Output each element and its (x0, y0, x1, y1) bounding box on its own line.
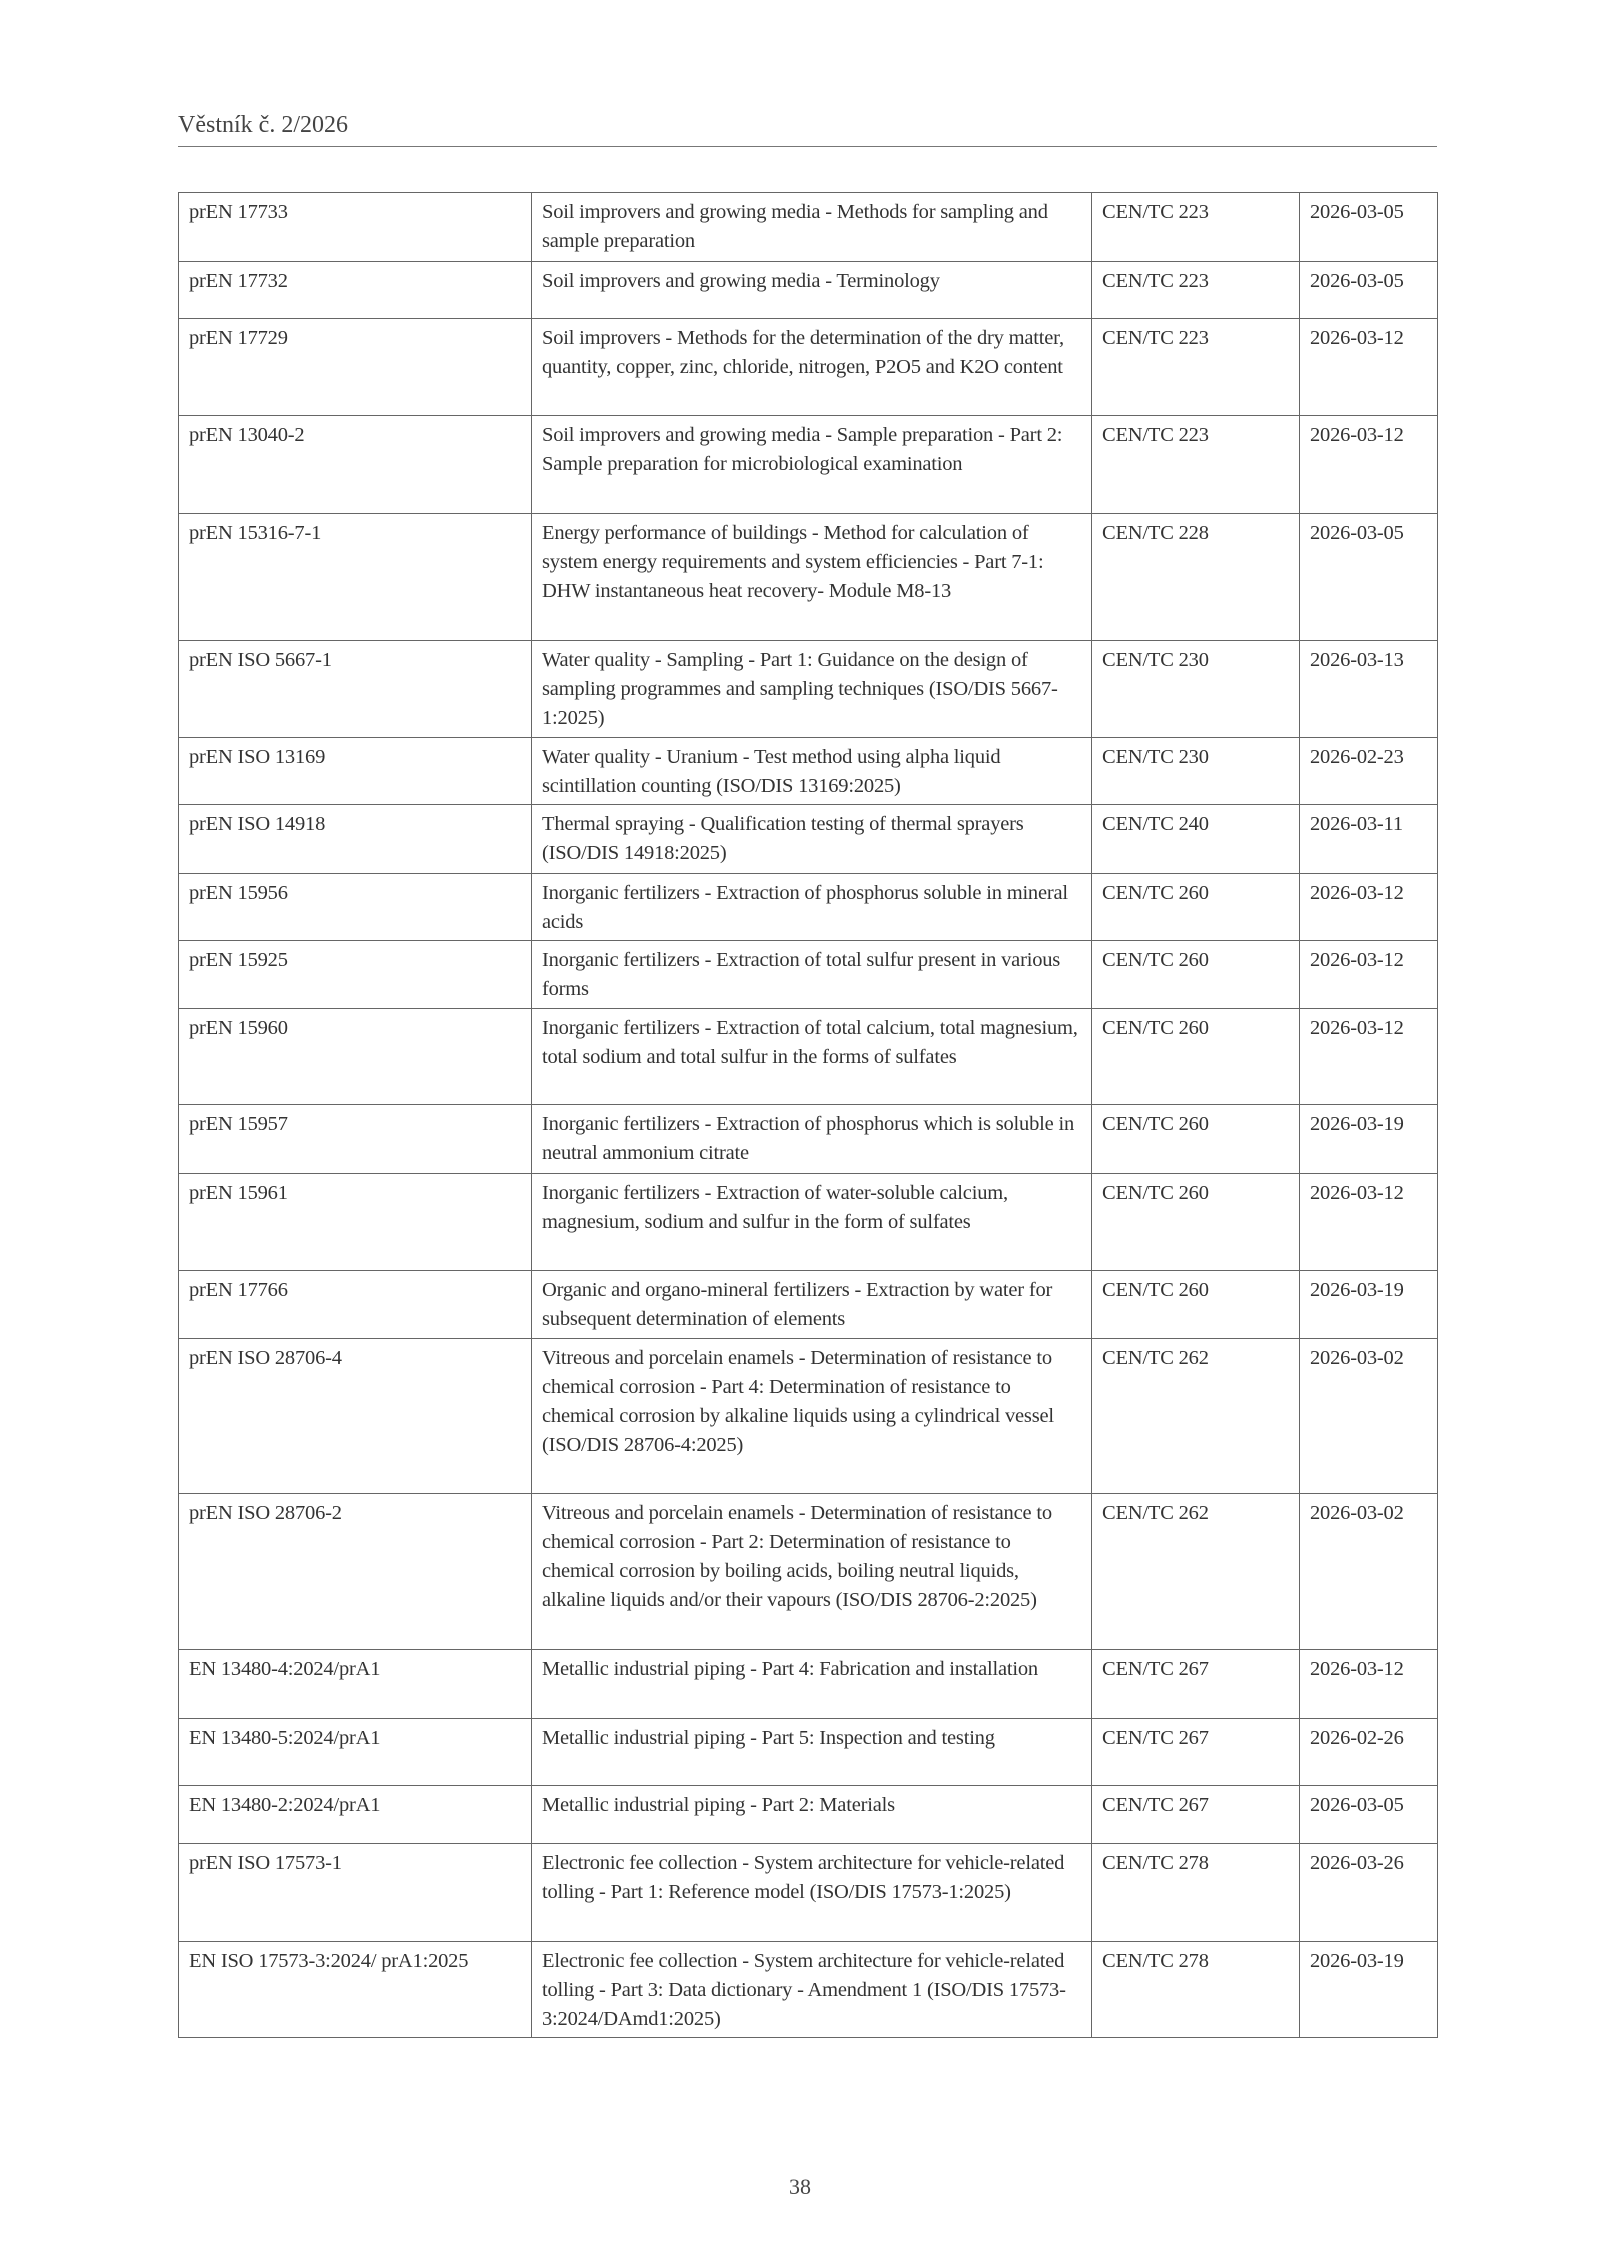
table-row (179, 416, 1438, 514)
header-divider (178, 146, 1437, 147)
table-row (179, 262, 1438, 319)
cell-committee: CEN/TC 223 (1092, 319, 1300, 416)
cell-date: 2026-03-12 (1300, 1174, 1438, 1271)
cell-date: 2026-03-02 (1300, 1494, 1438, 1650)
cell-code: prEN ISO 5667-1 (179, 641, 532, 738)
table-row (179, 193, 1438, 262)
cell-date: 2026-03-13 (1300, 641, 1438, 738)
table-row (179, 1105, 1438, 1174)
table-row (179, 1494, 1438, 1650)
table-row (179, 1786, 1438, 1844)
cell-title: Soil improvers and growing media - Terminology (532, 262, 1092, 319)
cell-code: prEN ISO 14918 (179, 805, 532, 874)
cell-title: Inorganic fertilizers - Extraction of phosphorus which is soluble in neutral ammonium citrate (532, 1105, 1092, 1174)
cell-code: prEN 15961 (179, 1174, 532, 1271)
cell-committee: CEN/TC 230 (1092, 641, 1300, 738)
cell-committee: CEN/TC 223 (1092, 416, 1300, 514)
cell-title: Energy performance of buildings - Method for calculation of system energy requirements and system efficiencies - Part 7-1: DHW instantaneous heat recovery- Module M8-13 (532, 514, 1092, 641)
cell-date: 2026-03-12 (1300, 319, 1438, 416)
cell-committee: CEN/TC 267 (1092, 1719, 1300, 1786)
cell-committee: CEN/TC 260 (1092, 1174, 1300, 1271)
cell-title: Electronic fee collection - System architecture for vehicle-related tolling - Part 1: Reference model (ISO/DIS 17573-1:2025) (532, 1844, 1092, 1942)
cell-committee: CEN/TC 262 (1092, 1339, 1300, 1494)
table-row (179, 941, 1438, 1009)
cell-title: Soil improvers and growing media - Sample preparation - Part 2: Sample preparation for microbiological examination (532, 416, 1092, 514)
table-row (179, 1009, 1438, 1105)
cell-date: 2026-03-12 (1300, 874, 1438, 941)
cell-committee: CEN/TC 260 (1092, 941, 1300, 1009)
cell-title: Electronic fee collection - System architecture for vehicle-related tolling - Part 3: Data dictionary - Amendment 1 (ISO/DIS 17573-3:2024/DAmd1:2025) (532, 1942, 1092, 2038)
cell-code: prEN 15316-7-1 (179, 514, 532, 641)
cell-date: 2026-03-19 (1300, 1105, 1438, 1174)
table-row (179, 738, 1438, 805)
cell-title: Inorganic fertilizers - Extraction of total sulfur present in various forms (532, 941, 1092, 1009)
cell-date: 2026-03-05 (1300, 193, 1438, 262)
cell-code: prEN 17729 (179, 319, 532, 416)
cell-committee: CEN/TC 278 (1092, 1942, 1300, 2038)
cell-title: Metallic industrial piping - Part 4: Fabrication and installation (532, 1650, 1092, 1719)
table-row (179, 805, 1438, 874)
cell-committee: CEN/TC 228 (1092, 514, 1300, 641)
cell-title: Soil improvers - Methods for the determination of the dry matter, quantity, copper, zinc, chloride, nitrogen, P2O5 and K2O content (532, 319, 1092, 416)
cell-title: Vitreous and porcelain enamels - Determination of resistance to chemical corrosion - Part 4: Determination of resistance to chemical corrosion by alkaline liquids using a cylindrical vessel (ISO/DIS 28706-4:2025) (532, 1339, 1092, 1494)
cell-committee: CEN/TC 267 (1092, 1650, 1300, 1719)
cell-title: Metallic industrial piping - Part 5: Inspection and testing (532, 1719, 1092, 1786)
cell-code: prEN ISO 28706-2 (179, 1494, 532, 1650)
table-row (179, 641, 1438, 738)
cell-code: EN ISO 17573-3:2024/ prA1:2025 (179, 1942, 532, 2038)
cell-date: 2026-03-12 (1300, 1009, 1438, 1105)
table-row (179, 1271, 1438, 1339)
cell-code: prEN ISO 13169 (179, 738, 532, 805)
cell-title: Inorganic fertilizers - Extraction of phosphorus soluble in mineral acids (532, 874, 1092, 941)
cell-committee: CEN/TC 240 (1092, 805, 1300, 874)
table-row (179, 514, 1438, 641)
cell-committee: CEN/TC 223 (1092, 193, 1300, 262)
cell-date: 2026-03-11 (1300, 805, 1438, 874)
cell-title: Inorganic fertilizers - Extraction of total calcium, total magnesium, total sodium and total sulfur in the forms of sulfates (532, 1009, 1092, 1105)
table-row (179, 319, 1438, 416)
cell-code: EN 13480-4:2024/prA1 (179, 1650, 532, 1719)
table-row (179, 1942, 1438, 2038)
cell-committee: CEN/TC 260 (1092, 1271, 1300, 1339)
cell-committee: CEN/TC 223 (1092, 262, 1300, 319)
cell-committee: CEN/TC 267 (1092, 1786, 1300, 1844)
table-row (179, 874, 1438, 941)
cell-date: 2026-03-12 (1300, 416, 1438, 514)
cell-code: prEN ISO 28706-4 (179, 1339, 532, 1494)
cell-date: 2026-02-23 (1300, 738, 1438, 805)
cell-code: prEN ISO 17573-1 (179, 1844, 532, 1942)
cell-title: Water quality - Uranium - Test method using alpha liquid scintillation counting (ISO/DIS 13169:2025) (532, 738, 1092, 805)
cell-date: 2026-03-12 (1300, 1650, 1438, 1719)
cell-code: EN 13480-2:2024/prA1 (179, 1786, 532, 1844)
cell-date: 2026-03-05 (1300, 262, 1438, 319)
cell-date: 2026-03-26 (1300, 1844, 1438, 1942)
cell-code: prEN 17733 (179, 193, 532, 262)
cell-title: Vitreous and porcelain enamels - Determination of resistance to chemical corrosion - Part 2: Determination of resistance to chemical corrosion by boiling acids, boiling neutral liquids, alkaline liquids and/or their vapours (ISO/DIS 28706-2:2025) (532, 1494, 1092, 1650)
cell-committee: CEN/TC 260 (1092, 1009, 1300, 1105)
cell-date: 2026-03-02 (1300, 1339, 1438, 1494)
cell-date: 2026-03-05 (1300, 514, 1438, 641)
standards-table (178, 192, 1438, 2038)
journal-header: Věstník č. 2/2026 (178, 112, 348, 138)
table-row (179, 1339, 1438, 1494)
cell-title: Metallic industrial piping - Part 2: Materials (532, 1786, 1092, 1844)
cell-title: Water quality - Sampling - Part 1: Guidance on the design of sampling programmes and sampling techniques (ISO/DIS 5667-1:2025) (532, 641, 1092, 738)
page-number: 38 (789, 2174, 811, 2199)
cell-code: prEN 13040-2 (179, 416, 532, 514)
cell-code: prEN 15957 (179, 1105, 532, 1174)
cell-committee: CEN/TC 278 (1092, 1844, 1300, 1942)
cell-date: 2026-03-05 (1300, 1786, 1438, 1844)
table-row (179, 1719, 1438, 1786)
cell-date: 2026-02-26 (1300, 1719, 1438, 1786)
cell-title: Organic and organo-mineral fertilizers - Extraction by water for subsequent determination of elements (532, 1271, 1092, 1339)
cell-code: prEN 17766 (179, 1271, 532, 1339)
cell-committee: CEN/TC 262 (1092, 1494, 1300, 1650)
cell-date: 2026-03-19 (1300, 1942, 1438, 2038)
cell-committee: CEN/TC 260 (1092, 1105, 1300, 1174)
cell-date: 2026-03-12 (1300, 941, 1438, 1009)
cell-code: prEN 15925 (179, 941, 532, 1009)
cell-code: prEN 15956 (179, 874, 532, 941)
cell-committee: CEN/TC 260 (1092, 874, 1300, 941)
table-row (179, 1650, 1438, 1719)
cell-title: Soil improvers and growing media - Methods for sampling and sample preparation (532, 193, 1092, 262)
cell-title: Thermal spraying - Qualification testing of thermal sprayers (ISO/DIS 14918:2025) (532, 805, 1092, 874)
table-row (179, 1174, 1438, 1271)
table-row (179, 1844, 1438, 1942)
cell-title: Inorganic fertilizers - Extraction of water-soluble calcium, magnesium, sodium and sulfur in the form of sulfates (532, 1174, 1092, 1271)
cell-date: 2026-03-19 (1300, 1271, 1438, 1339)
cell-code: prEN 17732 (179, 262, 532, 319)
cell-committee: CEN/TC 230 (1092, 738, 1300, 805)
cell-code: prEN 15960 (179, 1009, 532, 1105)
cell-code: EN 13480-5:2024/prA1 (179, 1719, 532, 1786)
